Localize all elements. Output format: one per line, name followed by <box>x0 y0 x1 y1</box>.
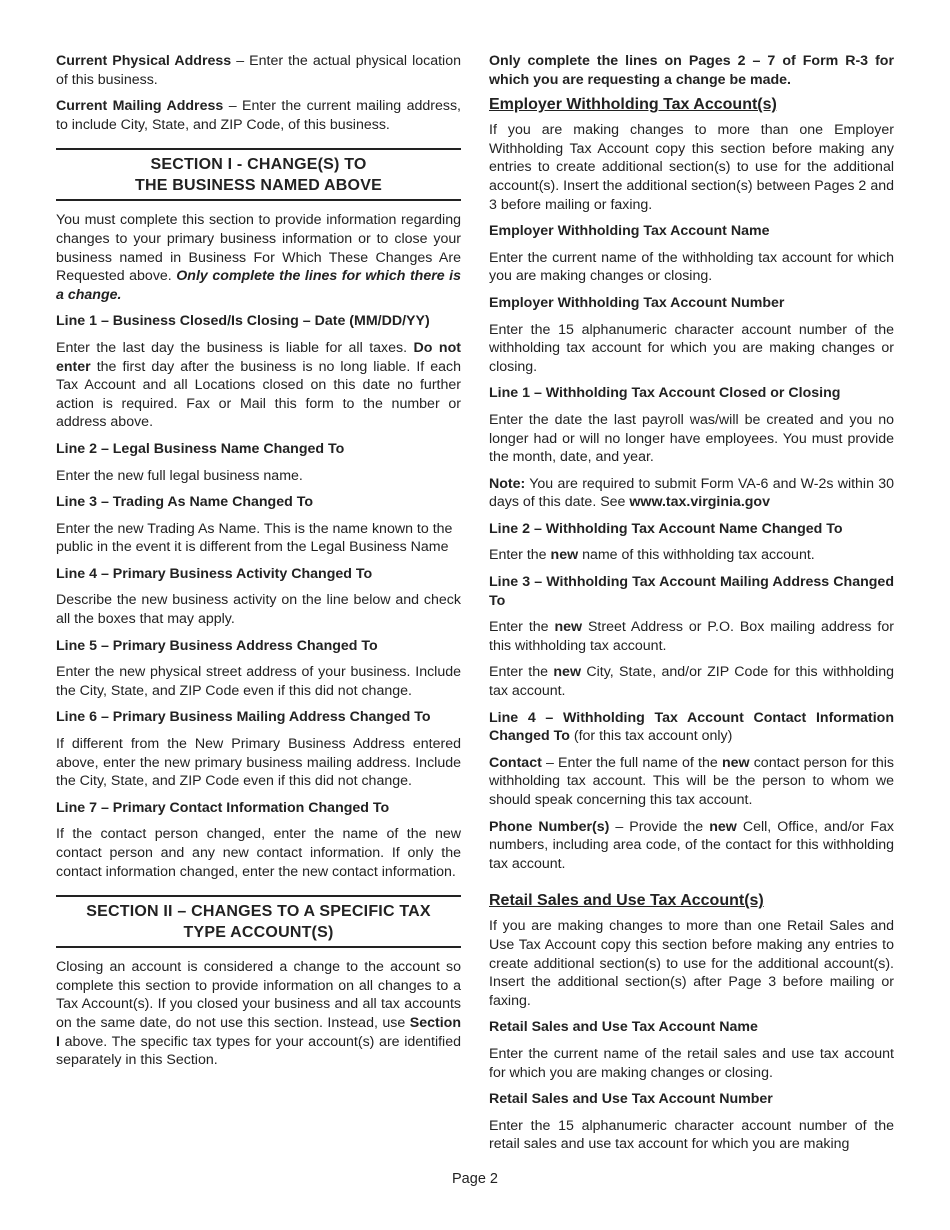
ewt-line-3-text-1: Enter the new Street Address or P.O. Box mailing address for this withholding tax account. <box>489 619 894 654</box>
ewt-name-heading: Employer Withholding Tax Account Name <box>489 223 770 240</box>
rsu-number-text: Enter the 15 alphanumeric character account number of the retail sales and use tax account for which you are making <box>489 1117 894 1153</box>
ewt-line-2-heading: Line 2 – Withholding Tax Account Name Changed To <box>489 520 843 537</box>
ewt-note: Note: You are required to submit Form VA-6 and W-2s within 30 days of this date. See www.tax.virginia.gov <box>489 475 894 511</box>
ewt-line-4-heading: Line 4 – Withholding Tax Account Contact Information Changed To (for this tax account only) <box>489 709 894 745</box>
left-column <box>56 52 461 1078</box>
right-column <box>489 52 894 1162</box>
ewt-number-heading: Employer Withholding Tax Account Number <box>489 294 785 311</box>
line-2-heading: Line 2 – Legal Business Name Changed To <box>56 440 345 457</box>
line-4-heading: Line 4 – Primary Business Activity Changed To <box>56 565 373 582</box>
line-7-text: If the contact person changed, enter the name of the new contact person and any new contact information. If only the contact information changed, enter the new contact information. <box>56 826 461 880</box>
section-1-intro: You must complete this section to provide information regarding changes to your primary business information or to close your business named in Business For Which These Changes Are Requested above. Only complete the lines for which there is a change. <box>56 212 461 303</box>
ewt-line-3-text-2: Enter the new City, State, and/or ZIP Code for this withholding tax account. <box>489 664 894 700</box>
employer-withholding-heading: Employer Withholding Tax Account(s) <box>489 96 777 114</box>
section-2-intro: Closing an account is considered a change to the account so complete this section to provide information on all changes to a Tax Account(s). If you closed your business and all tax accounts on the same date, do not use this section. Instead, use Section I above. The specific tax types for your account(s) are identified separately in this Section. <box>56 959 461 1069</box>
tax-website-link[interactable]: www.tax.virginia.gov <box>629 494 770 511</box>
ewt-line-3-heading: Line 3 – Withholding Tax Account Mailing Address Changed To <box>489 574 894 609</box>
ewt-phone-text: Phone Number(s) – Provide the new Cell, Office, and/or Fax numbers, including area code, of the contact for this withholding tax account. <box>489 818 894 872</box>
rsu-number-heading: Retail Sales and Use Tax Account Number <box>489 1091 773 1108</box>
ewt-intro: If you are making changes to more than one Employer Withholding Tax Account copy this section before making any entries to create additional section(s) to use for the additional account(s). Insert the additional section(s) between Pages 2 and 3 before mailing or faxing. <box>489 122 894 213</box>
page-number: Page 2 <box>452 1171 498 1187</box>
line-4-text: Describe the new business activity on the line below and check all the boxes that may apply. <box>56 592 461 628</box>
section-2-header: SECTION II – CHANGES TO A SPECIFIC TAX TYPE ACCOUNT(S) <box>56 895 461 948</box>
ewt-number-text: Enter the 15 alphanumeric character account number of the withholding tax account for which you are making changes or closing. <box>489 321 894 375</box>
rsu-intro: If you are making changes to more than one Retail Sales and Use Tax Account copy this section before making any entries to create additional section(s) to use for the additional account(s). Insert the additional section(s) after Page 3 before mailing or faxing. <box>489 918 894 1009</box>
mailing-address-paragraph: Current Mailing Address – Enter the current mailing address, to include City, State, and ZIP Code, of this business. <box>56 98 461 133</box>
line-2-text: Enter the new full legal business name. <box>56 467 303 484</box>
line-3-text: Enter the new Trading As Name. This is the name known to the public in the event it is different from the Legal Business Name <box>56 520 453 556</box>
line-6-text: If different from the New Primary Business Address entered above, enter the new primary business mailing address. Include the City, State, and ZIP Code even if this did not change. <box>56 736 461 790</box>
line-6-heading: Line 6 – Primary Business Mailing Address Changed To <box>56 709 431 726</box>
line-1-text: Enter the last day the business is liable for all taxes. Do not enter the first day after the business is no long liable. If each Tax Account and all Locations closed on this date no further action is required. Fax or Mail this form to the number or address above. <box>56 339 461 431</box>
section-1-header: SECTION I - CHANGE(S) TO THE BUSINESS NAMED ABOVE <box>56 148 461 201</box>
line-5-text: Enter the new physical street address of your business. Include the City, State, and ZIP Code even if this did not change. <box>56 664 461 699</box>
ewt-line-2-text: Enter the new name of this withholding tax account. <box>489 547 815 564</box>
line-3-heading: Line 3 – Trading As Name Changed To <box>56 494 313 511</box>
rsu-name-heading: Retail Sales and Use Tax Account Name <box>489 1019 758 1036</box>
ewt-line-1-heading: Line 1 – Withholding Tax Account Closed or Closing <box>489 385 841 402</box>
retail-sales-heading: Retail Sales and Use Tax Account(s) <box>489 892 764 910</box>
physical-address-paragraph: Current Physical Address – Enter the actual physical location of this business. <box>56 53 461 88</box>
line-7-heading: Line 7 – Primary Contact Information Changed To <box>56 799 390 816</box>
rsu-name-text: Enter the current name of the retail sales and use tax account for which you are making changes or closing. <box>489 1045 894 1081</box>
ewt-name-text: Enter the current name of the withholding tax account for which you are making changes or closing. <box>489 249 894 285</box>
top-note: Only complete the lines on Pages 2 – 7 of Form R-3 for which you are requesting a change be made. <box>489 53 894 88</box>
ewt-contact-text: Contact – Enter the full name of the new contact person for this withholding tax account. This will be the person to whom we should speak concerning this tax account. <box>489 754 894 808</box>
line-1-heading: Line 1 – Business Closed/Is Closing – Date (MM/DD/YY) <box>56 313 430 330</box>
ewt-line-1-text: Enter the date the last payroll was/will be created and you no longer had or will no longer have employees. You must provide the month, date, and year. <box>489 411 894 466</box>
line-5-heading: Line 5 – Primary Business Address Changed To <box>56 637 378 654</box>
